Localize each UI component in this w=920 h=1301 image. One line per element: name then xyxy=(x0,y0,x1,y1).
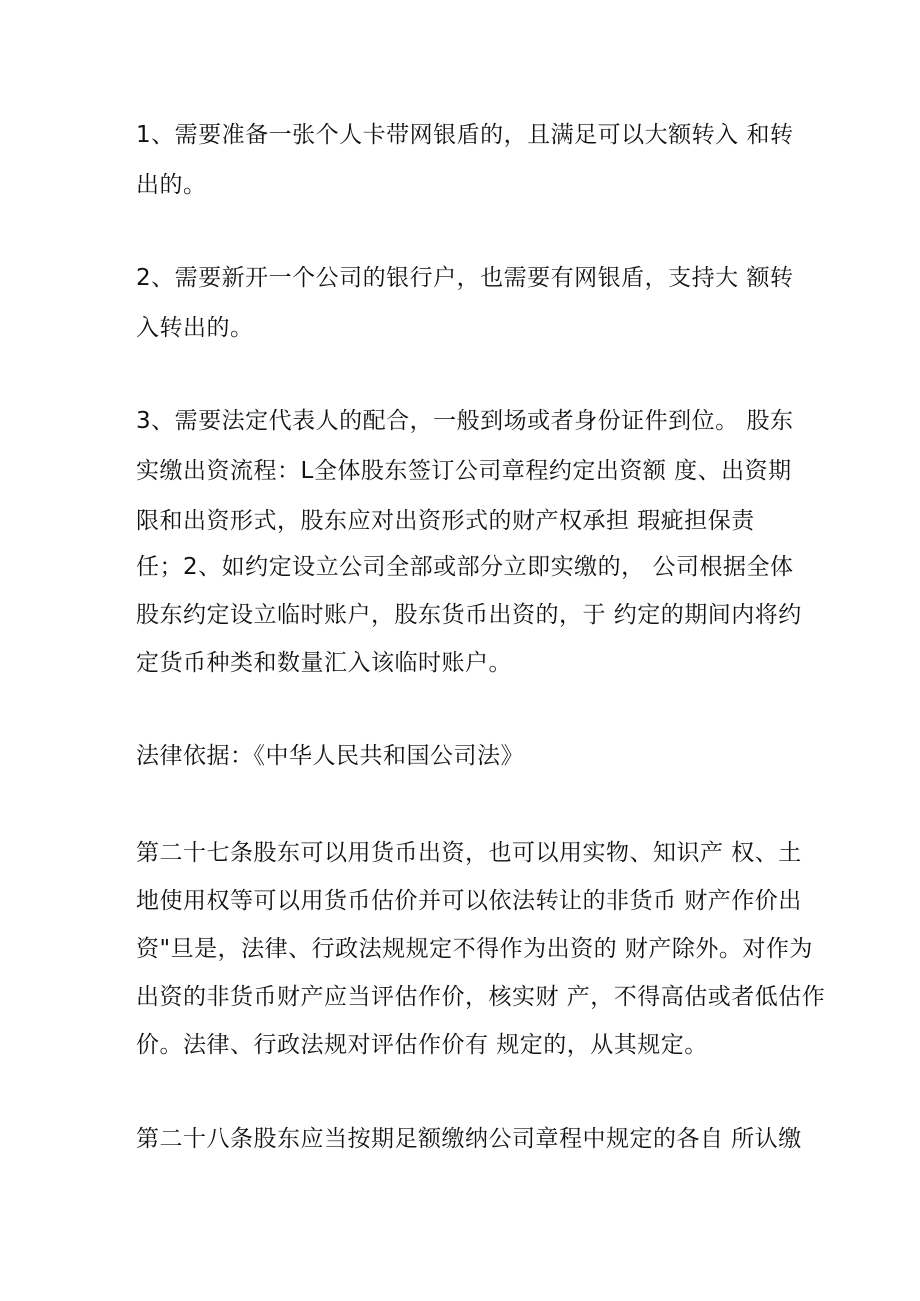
item-3-line-4: 任；2、如约定设立公司全部或部分立即实缴的， 公司根据全体 xyxy=(136,554,794,580)
article-27-line-3: 资"旦是，法律、行政法规规定不得作为出资的 财产除外。对作为 xyxy=(136,936,813,962)
article-27-line-5: 价。法律、行政法规对评估作价有 规定的，从其规定。 xyxy=(136,1032,708,1058)
article-27-line-2: 地使用权等可以用货币估价并可以依法转让的非货币 财产作价出 xyxy=(136,888,802,914)
article-28-line-1: 第二十八条股东应当按期足额缴纳公司章程中规定的各自 所认缴 xyxy=(136,1126,802,1152)
item-1-line-1: 1、需要准备一张个人卡带网银盾的，且满足可以大额转入 和转 xyxy=(136,122,794,148)
item-2-line-1: 2、需要新开一个公司的银行户，也需要有网银盾，支持大 额转 xyxy=(136,265,794,291)
article-27-line-1: 第二十七条股东可以用货币出资，也可以用实物、知识产 权、土 xyxy=(136,840,802,866)
item-3-line-5: 股东约定设立临时账户，股东货币出资的，于 约定的期间内将约 xyxy=(136,602,802,628)
item-3-line-3: 限和出资形式，股东应对出资形式的财产权承担 瑕疵担保责 xyxy=(136,508,755,534)
item-3-line-6: 定货币种类和数量汇入该临时账户。 xyxy=(136,650,512,676)
item-3-line-1: 3、需要法定代表人的配合，一般到场或者身份证件到位。 股东 xyxy=(136,408,794,434)
item-1-line-2: 出的。 xyxy=(136,172,207,198)
item-3-line-2: 实缴出资流程：L全体股东签订公司章程约定出资额 度、出资期 xyxy=(136,458,792,484)
legal-basis-line: 法律依据：《中华人民共和国公司法》 xyxy=(136,743,524,769)
article-27-line-4: 出资的非货币财产应当评估作价，核实财 产，不得高估或者低估作 xyxy=(136,984,826,1010)
item-2-line-2: 入转出的。 xyxy=(136,315,254,341)
